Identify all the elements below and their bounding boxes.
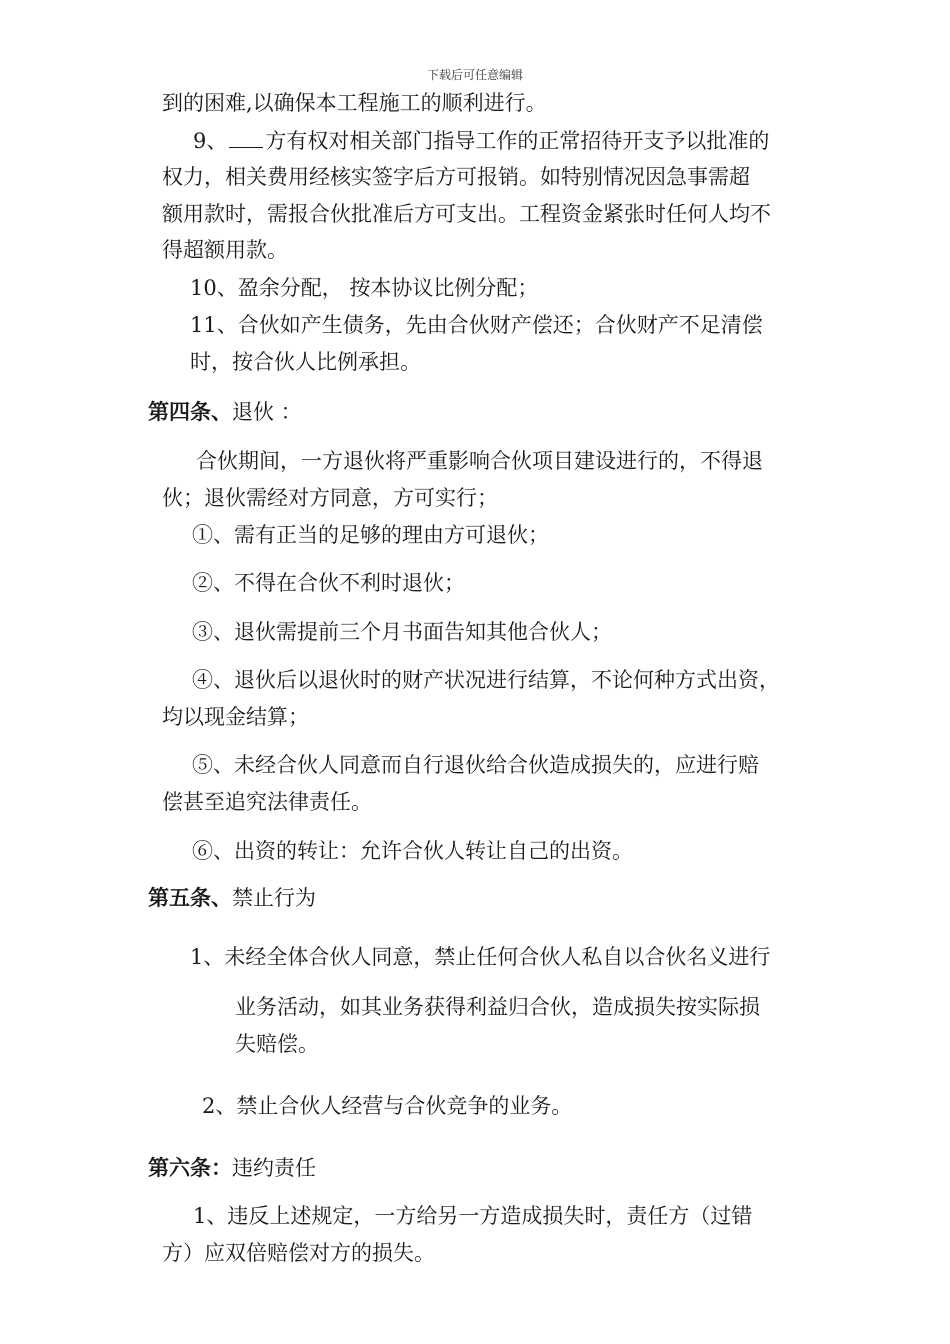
paragraph-line: 额用款时，需报合伙批准后方可支出。工程资金紧张时任何人均不 — [162, 202, 771, 226]
list-item: ②、不得在合伙不利时退伙； — [192, 571, 465, 595]
paragraph-line: 均以现金结算； — [162, 705, 309, 729]
list-item: 1、未经全体合伙人同意，禁止任何合伙人私自以合伙名义进行 — [190, 945, 771, 969]
list-item: ③、退伙需提前三个月书面告知其他合伙人； — [192, 620, 612, 644]
paragraph-line: 合伙期间，一方退伙将严重影响合伙项目建设进行的，不得退 — [196, 449, 763, 473]
clause-9-line — [193, 128, 769, 154]
paragraph-line: 到的困难,以确保本工程施工的顺利进行。 — [162, 91, 547, 115]
paragraph-line: 失赔偿。 — [235, 1032, 319, 1056]
section-subtitle: 禁止行为 — [232, 886, 316, 910]
section-6-heading — [148, 1155, 316, 1181]
paragraph-line: 权力，相关费用经核实签字后方可报销。如特别情况因急事需超 — [162, 165, 750, 189]
paragraph-line: 业务活动，如其业务获得利益归合伙，造成损失按实际损 — [235, 995, 760, 1019]
paragraph-line: 得超额用款。 — [162, 238, 288, 262]
section-subtitle: 退伙 ： — [232, 400, 302, 424]
clause-text: 方有权对相关部门指导工作的正常招待开支予以批准的 — [265, 129, 770, 153]
clause-number: 9、 — [193, 129, 228, 153]
paragraph-line: 时，按合伙人比例承担。 — [190, 350, 421, 374]
list-item: ①、需有正当的足够的理由方可退伙； — [192, 523, 549, 547]
paragraph-line: 方）应双倍赔偿对方的损失。 — [162, 1241, 435, 1265]
blank-fill-line — [229, 129, 263, 148]
list-item: 1、违反上述规定，一方给另一方造成损失时，责任方（过错 — [193, 1204, 753, 1228]
list-item: ⑥、出资的转让：允许合伙人转让自己的出资。 — [192, 839, 633, 863]
section-subtitle: 违约责任 — [232, 1156, 316, 1180]
section-title: 第六条： — [148, 1155, 232, 1180]
paragraph-line: 偿甚至追究法律责任。 — [162, 790, 372, 814]
section-title: 第四条、 — [148, 399, 232, 424]
clause-10-line: 10、盈余分配， 按本协议比例分配； — [190, 276, 539, 300]
section-title: 第五条、 — [148, 885, 232, 910]
clause-11-line: 11、合伙如产生债务，先由合伙财产偿还；合伙财产不足清偿 — [190, 313, 763, 337]
list-item: 2、禁止合伙人经营与合伙竞争的业务。 — [202, 1094, 573, 1118]
page-header: 下载后可任意编辑 — [426, 68, 523, 82]
section-4-heading — [148, 399, 302, 425]
section-5-heading — [148, 885, 316, 911]
list-item: ④、退伙后以退伙时的财产状况进行结算，不论何种方式出资， — [192, 668, 780, 692]
list-item: ⑤、未经合伙人同意而自行退伙给合伙造成损失的，应进行赔 — [192, 753, 759, 777]
paragraph-line: 伙；退伙需经对方同意，方可实行； — [162, 486, 498, 510]
